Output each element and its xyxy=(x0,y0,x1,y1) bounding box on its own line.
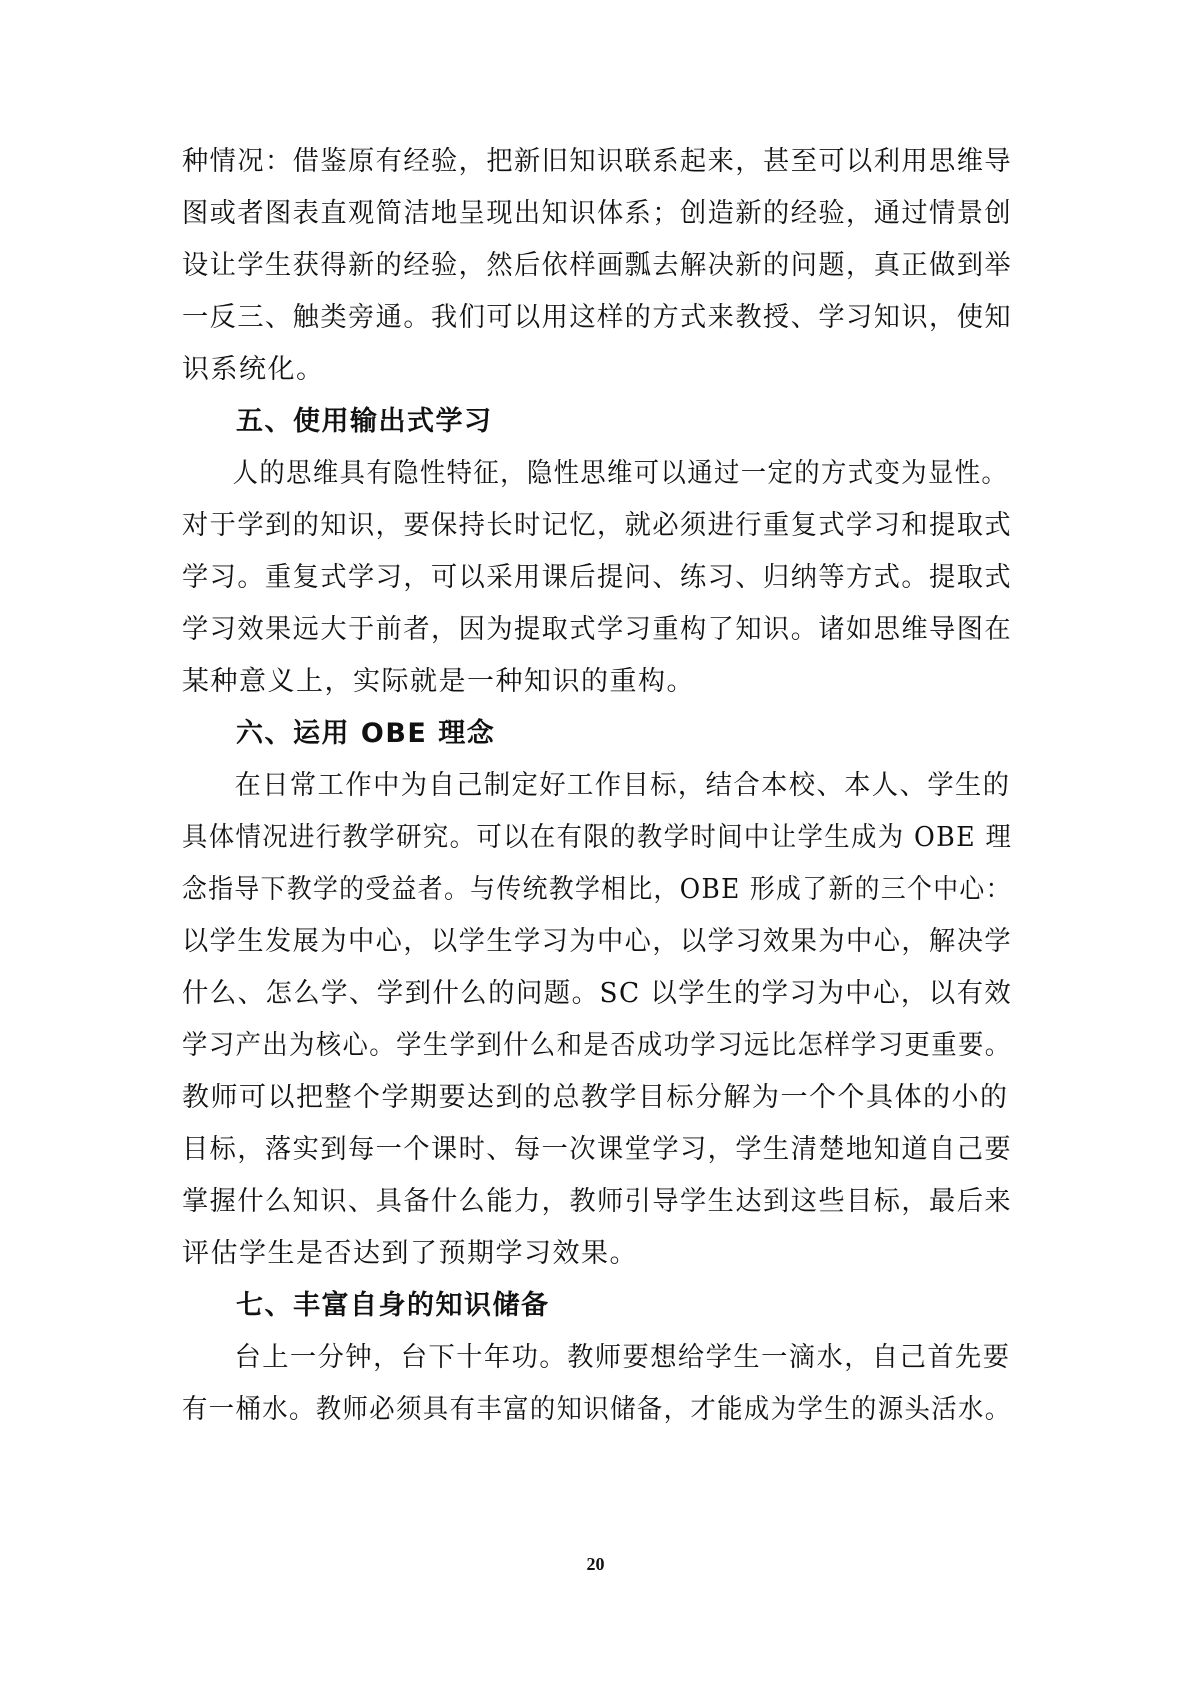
paragraph-line: 评估学生是否达到了预期学习效果。 xyxy=(182,1238,638,1269)
paragraph-line: 念指导下教学的受益者。与传统教学相比，OBE 形成了新的三个中心： xyxy=(182,874,1012,905)
body-text xyxy=(182,136,1012,1436)
paragraph-line: 识系统化。 xyxy=(182,354,325,385)
paragraph-line: 台上一分钟，台下十年功。教师要想给学生一滴水，自己首先要 xyxy=(234,1342,1011,1373)
paragraph-line: 什么、怎么学、学到什么的问题。SC 以学生的学习为中心，以有效 xyxy=(182,978,1013,1009)
section-heading: 六、运用 OBE 理念 xyxy=(236,718,496,749)
paragraph-line: 教师可以把整个学期要达到的总教学目标分解为一个个具体的小的 xyxy=(182,1082,1009,1113)
paragraph-line: 具体情况进行教学研究。可以在有限的教学时间中让学生成为 OBE 理 xyxy=(182,822,1013,853)
paragraph-line: 有一桶水。教师必须具有丰富的知识储备，才能成为学生的源头活水。 xyxy=(182,1394,1012,1425)
paragraph-line: 掌握什么知识、具备什么能力，教师引导学生达到这些目标，最后来 xyxy=(182,1186,1013,1217)
paragraph-line: 图或者图表直观简洁地呈现出知识体系；创造新的经验，通过情景创 xyxy=(182,198,1013,229)
paragraph-line: 以学生发展为中心，以学生学习为中心，以学习效果为中心，解决学 xyxy=(182,926,1013,957)
paragraph-line: 学习产出为核心。学生学到什么和是否成功学习远比怎样学习更重要。 xyxy=(182,1030,1012,1061)
paragraph-line: 学习效果远大于前者，因为提取式学习重构了知识。诸如思维导图在 xyxy=(182,614,1013,645)
section-heading: 七、丰富自身的知识储备 xyxy=(236,1290,550,1321)
paragraph-line: 种情况：借鉴原有经验，把新旧知识联系起来，甚至可以利用思维导 xyxy=(182,146,1013,177)
section-heading: 五、使用输出式学习 xyxy=(236,406,493,437)
paragraph-line: 在日常工作中为自己制定好工作目标，结合本校、本人、学生的 xyxy=(234,770,1011,801)
paragraph-line: 学习。重复式学习，可以采用课后提问、练习、归纳等方式。提取式 xyxy=(182,562,1013,593)
page-number: 20 xyxy=(586,1554,605,1574)
paragraph-line: 对于学到的知识，要保持长时记忆，就必须进行重复式学习和提取式 xyxy=(182,510,1013,541)
paragraph-line: 某种意义上，实际就是一种知识的重构。 xyxy=(182,666,695,697)
paragraph-line: 设让学生获得新的经验，然后依样画瓢去解决新的问题，真正做到举 xyxy=(182,250,1013,281)
paragraph-line: 一反三、触类旁通。我们可以用这样的方式来教授、学习知识，使知 xyxy=(182,302,1013,333)
paragraph-line: 目标，落实到每一个课时、每一次课堂学习，学生清楚地知道自己要 xyxy=(182,1134,1013,1165)
paragraph-line: 人的思维具有隐性特征，隐性思维可以通过一定的方式变为显性。 xyxy=(232,458,1009,489)
